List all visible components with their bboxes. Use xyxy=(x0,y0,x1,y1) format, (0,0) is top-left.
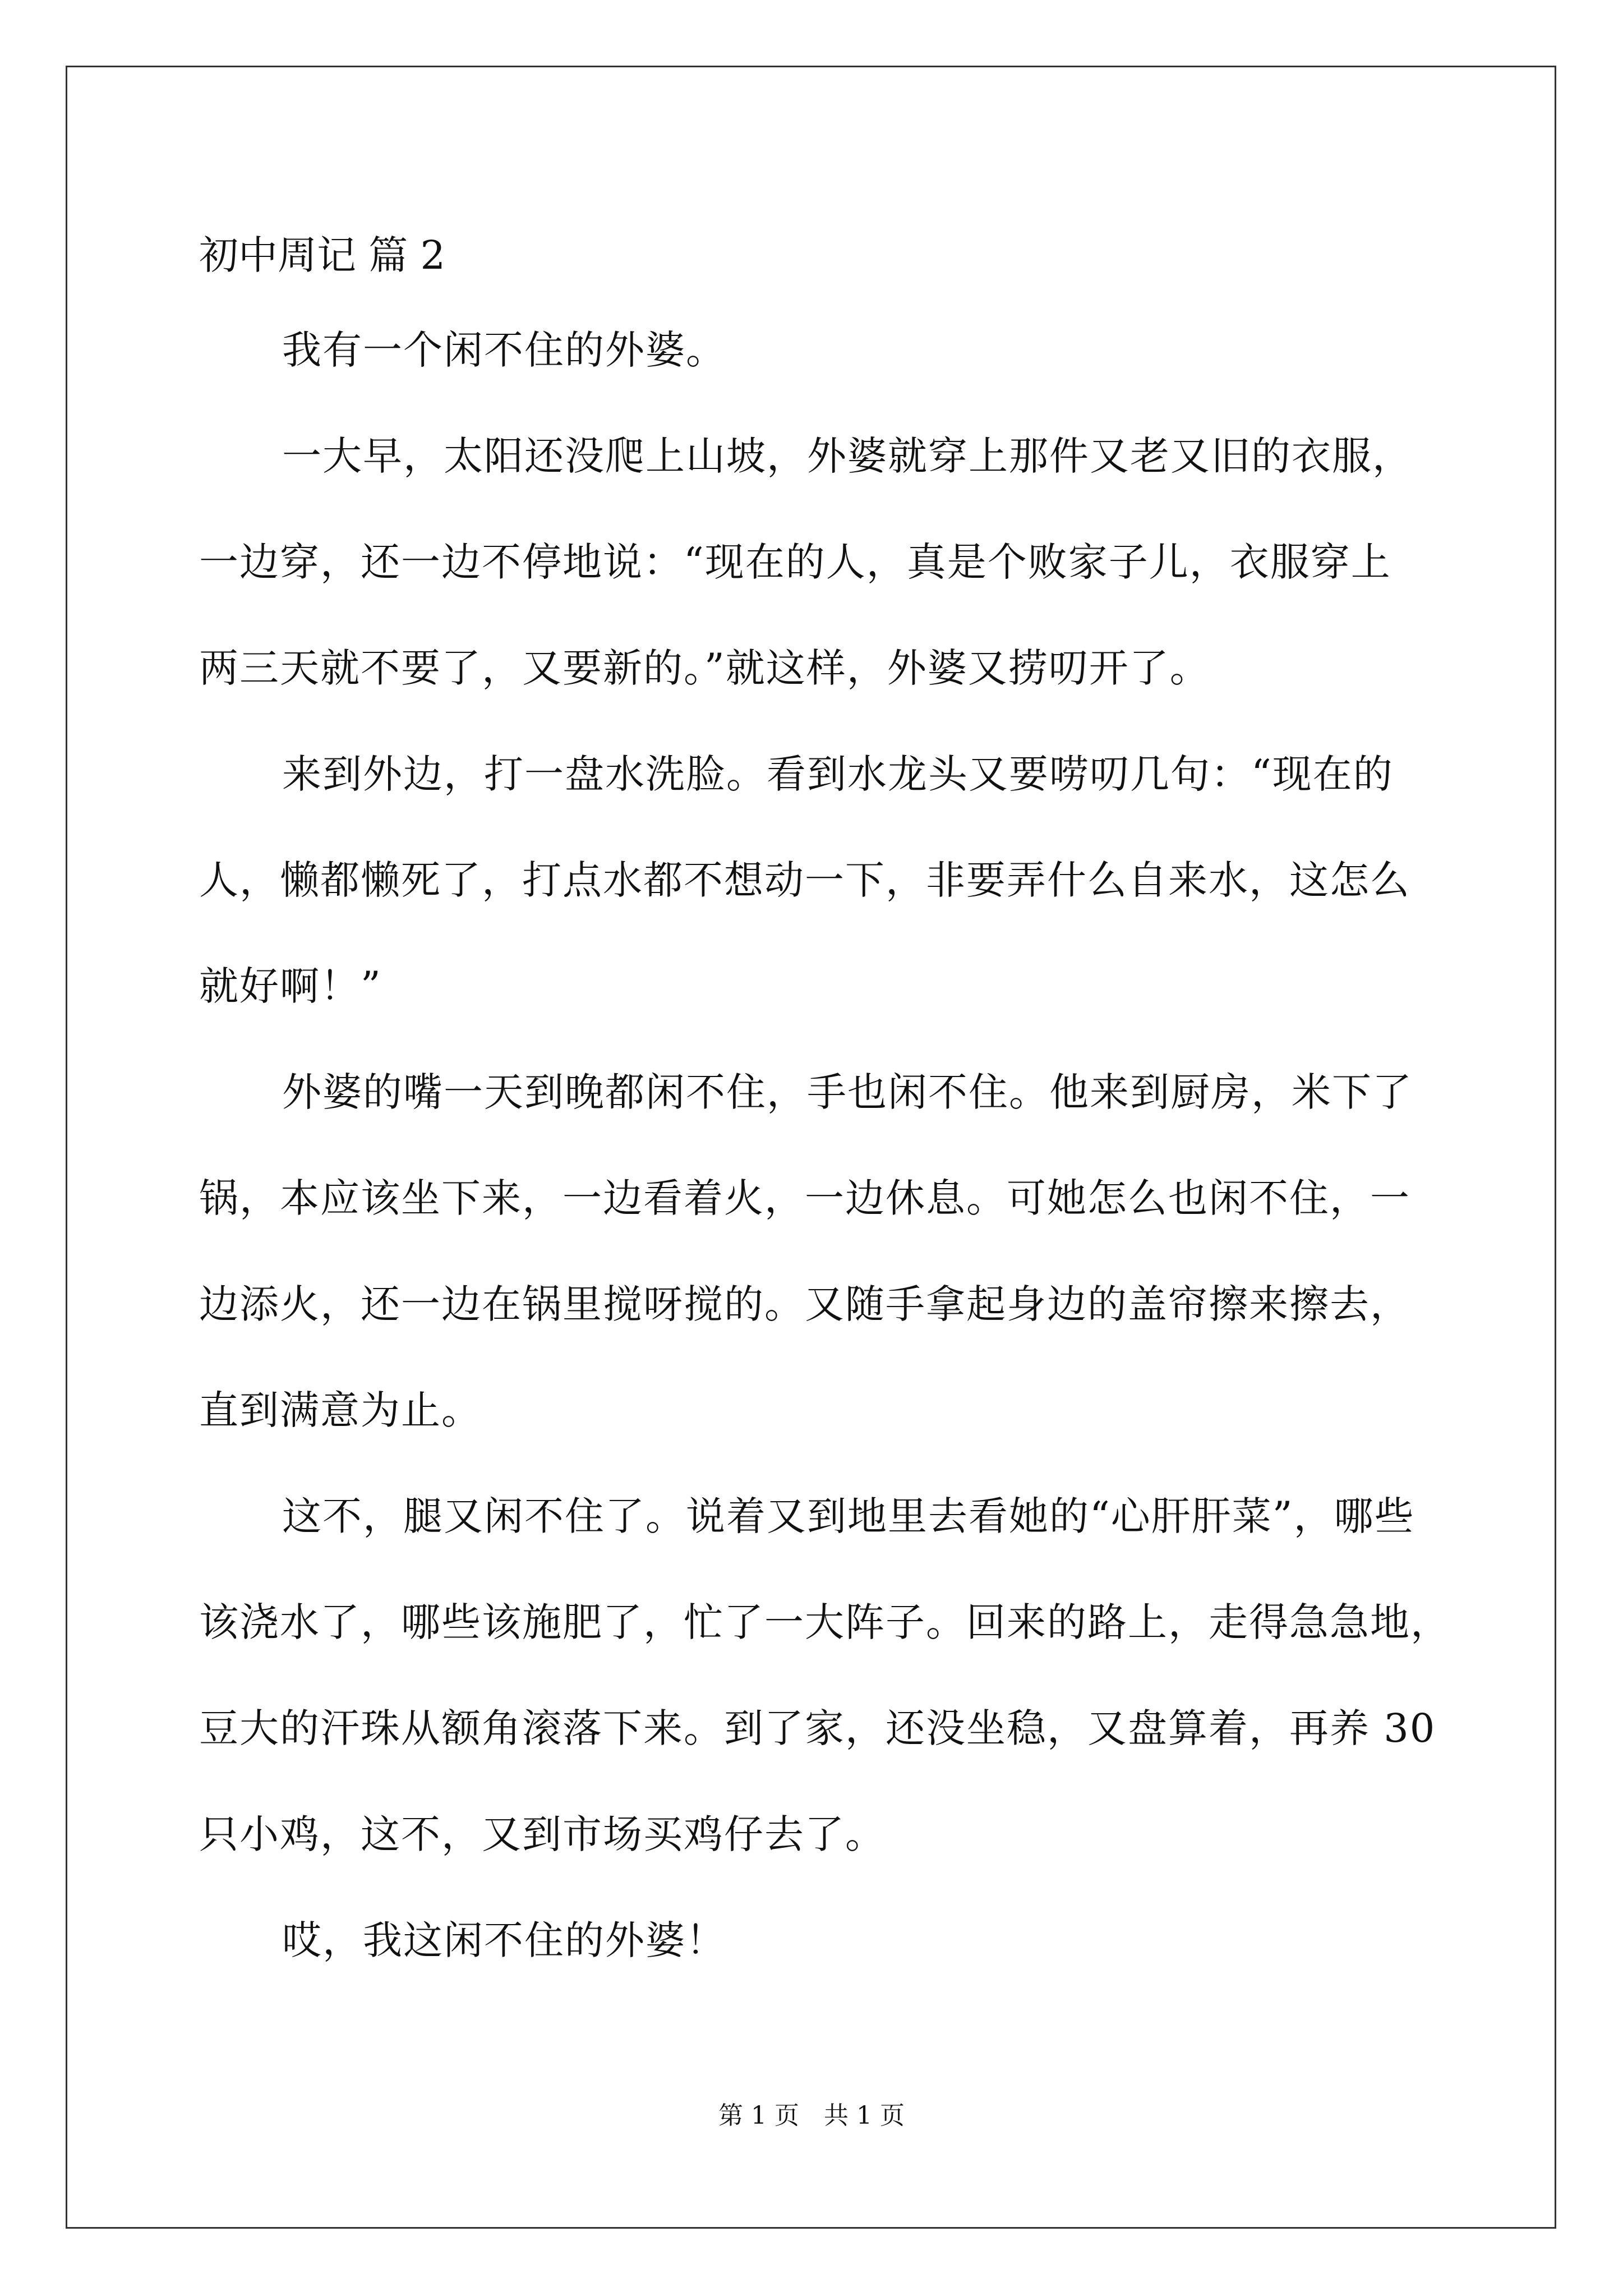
text-line: 一边穿，还一边不停地说：“现在的人，真是个败家子儿，衣服穿上 xyxy=(199,539,1391,585)
text-line: 就好啊！” xyxy=(199,963,382,1009)
paragraph xyxy=(199,1888,1472,1994)
text-line: 两三天就不要了，又要新的。”就这样，外婆又捞叨开了。 xyxy=(199,645,1210,691)
text-line: 只小鸡，这不，又到市场买鸡仔去了。 xyxy=(199,1811,886,1857)
text-line: 该浇水了，哪些该施肥了，忙了一大阵子。回来的路上，走得急急地， xyxy=(199,1599,1451,1645)
text-line: 人，懒都懒死了，打点水都不想动一下，非要弄什么自来水，这怎么 xyxy=(199,857,1410,903)
text-line: 外婆的嘴一天到晚都闲不住，手也闲不住。他来到厨房，米下了 xyxy=(282,1069,1413,1115)
paragraph xyxy=(199,1464,1472,1888)
document-body xyxy=(199,213,1472,1994)
text-line: 我有一个闲不住的外婆。 xyxy=(282,327,726,373)
text-line: 一大早，太阳还没爬上山坡，外婆就穿上那件又老又旧的衣服， xyxy=(282,433,1413,479)
text-line: 哎，我这闲不住的外婆！ xyxy=(282,1917,726,1963)
text-line: 这不，腿又闲不住了。说着又到地里去看她的“心肝肝菜”，哪些 xyxy=(282,1493,1415,1539)
page-footer xyxy=(0,2095,1623,2131)
paragraph xyxy=(199,297,1472,403)
document-title: 初中周记 篇 2 xyxy=(199,232,446,278)
paragraph xyxy=(199,721,1472,1039)
text-line: 边添火，还一边在锅里搅呀搅的。又随手拿起身边的盖帘擦来擦去， xyxy=(199,1281,1410,1327)
paragraph xyxy=(199,1039,1472,1464)
text-line: 来到外边，打一盘水洗脸。看到水龙头又要唠叨几句：“现在的 xyxy=(282,751,1394,797)
text-line: 直到满意为止。 xyxy=(199,1387,482,1433)
paragraph xyxy=(199,403,1472,721)
text-line: 豆大的汗珠从额角滚落下来。到了家，还没坐稳，又盘算着，再养 30 xyxy=(199,1705,1436,1751)
page-number: 第 1 页 共 1 页 xyxy=(718,2101,905,2130)
text-line: 锅，本应该坐下来，一边看着火，一边休息。可她怎么也闲不住，一 xyxy=(199,1175,1410,1221)
